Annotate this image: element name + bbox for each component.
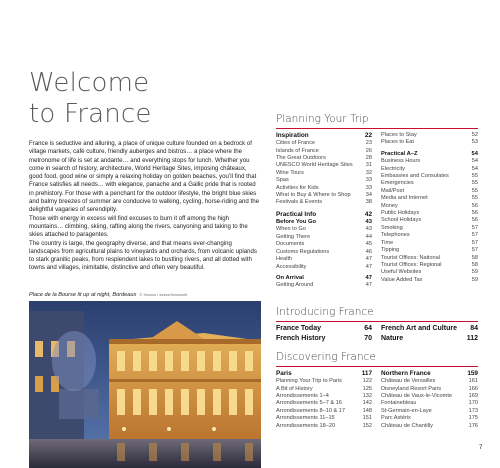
toc-entry-page: 56 bbox=[471, 202, 478, 209]
toc-entry[interactable] bbox=[276, 177, 372, 184]
toc-entry-page: 32 bbox=[365, 169, 372, 176]
toc-entry[interactable] bbox=[381, 232, 478, 239]
toc-entry-label: Useful Websites bbox=[381, 269, 422, 276]
toc-entry[interactable] bbox=[381, 158, 478, 165]
toc-column-planning-2 bbox=[381, 132, 478, 284]
toc-entry-page: 175 bbox=[468, 415, 478, 422]
toc-entry-label: The Great Outdoors bbox=[276, 155, 326, 162]
toc-entry-label: Arrondissements 8–10 & 17 bbox=[276, 407, 346, 414]
toc-entry-page: 47 bbox=[365, 256, 372, 263]
toc-entry-page: 53 bbox=[471, 139, 478, 146]
toc-entry-page: 170 bbox=[468, 400, 478, 407]
toc-entry-label: Tourist Offices: National bbox=[381, 254, 440, 261]
toc-entry-page: 58 bbox=[471, 261, 478, 268]
section-rule bbox=[276, 366, 478, 367]
toc-entry-page: 47 bbox=[365, 263, 372, 270]
toc-entry-label: Spas bbox=[276, 177, 289, 184]
toc-entry-page: 22 bbox=[364, 132, 372, 139]
toc-entry[interactable] bbox=[381, 247, 478, 254]
toc-entry[interactable] bbox=[381, 151, 478, 158]
toc-entry[interactable] bbox=[381, 180, 478, 187]
toc-entry-page: 148 bbox=[362, 407, 372, 414]
title-line-2: to France bbox=[29, 99, 152, 129]
toc-entry-page: 112 bbox=[466, 335, 478, 342]
toc-entry[interactable] bbox=[381, 423, 478, 430]
toc-entry-page: 159 bbox=[467, 370, 478, 377]
toc-entry-label: Telephones bbox=[381, 232, 410, 239]
toc-entry[interactable] bbox=[276, 234, 372, 241]
toc-entry-page: 28 bbox=[365, 155, 372, 162]
toc-entry-label: On Arrival bbox=[276, 274, 304, 281]
intro-paragraph: Those with energy in excess will find excuses to burn it off among the high mountains… climbing, skiing, rafting along the rivers, canyoning and taking to the skies attached to paragentes. bbox=[29, 214, 248, 239]
toc-entry-label: Business Hours bbox=[381, 158, 421, 165]
toc-entry-page: 161 bbox=[468, 378, 478, 385]
toc-entry-page: 54 bbox=[471, 165, 478, 172]
toc-entry-label: Disneyland Resort Paris bbox=[381, 385, 442, 392]
toc-entry[interactable] bbox=[381, 334, 478, 344]
toc-entry-label: Mail/Post bbox=[381, 187, 405, 194]
toc-entry[interactable] bbox=[381, 210, 478, 217]
toc-entry[interactable] bbox=[381, 393, 478, 400]
section-heading-introducing: Introducing France bbox=[276, 306, 374, 318]
toc-entry-label: Tourist Offices: Regional bbox=[381, 261, 442, 268]
toc-entry-label: Practical A–Z bbox=[381, 150, 418, 157]
toc-entry-label: Nature bbox=[381, 335, 404, 342]
toc-entry-page: 33 bbox=[365, 184, 372, 191]
toc-entry-label: Emergencies bbox=[381, 180, 414, 187]
toc-entry-label: Arrondissements 5–7 & 16 bbox=[276, 400, 342, 407]
toc-entry-label: Château de Vaux-le-Vicomte bbox=[381, 393, 452, 400]
toc-entry-label: Time bbox=[381, 239, 394, 246]
toc-entry[interactable] bbox=[381, 139, 478, 146]
toc-entry-page: 55 bbox=[471, 173, 478, 180]
toc-entry[interactable] bbox=[276, 256, 372, 263]
toc-entry-page: 166 bbox=[468, 385, 478, 392]
toc-entry-label: Practical Info bbox=[276, 210, 317, 218]
toc-entry-label: Public Holidays bbox=[381, 210, 420, 217]
toc-entry-page: 64 bbox=[364, 325, 372, 332]
toc-entry-label: Islands of France bbox=[276, 147, 319, 154]
toc-entry[interactable] bbox=[381, 217, 478, 224]
toc-entry[interactable] bbox=[276, 241, 372, 248]
toc-entry-label: St-Germain-en-Laye bbox=[381, 407, 432, 414]
page-title bbox=[29, 68, 152, 130]
toc-entry-page: 31 bbox=[365, 162, 372, 169]
toc-entry[interactable] bbox=[276, 199, 372, 206]
toc-entry-page: 55 bbox=[471, 180, 478, 187]
toc-entry-page: 55 bbox=[471, 187, 478, 194]
toc-entry[interactable] bbox=[381, 262, 478, 269]
toc-entry-label: Smoking bbox=[381, 224, 403, 231]
toc-entry-page: 46 bbox=[365, 248, 372, 255]
toc-entry-page: 47 bbox=[365, 274, 372, 281]
toc-entry-page: 42 bbox=[364, 210, 372, 218]
toc-entry-page: 132 bbox=[362, 393, 372, 400]
toc-entry-label: Festivals & Events bbox=[276, 199, 323, 206]
toc-entry-label: Arrondissements 11–15 bbox=[276, 415, 335, 422]
toc-entry[interactable] bbox=[276, 162, 372, 169]
title-line-1: Welcome bbox=[29, 68, 150, 98]
toc-entry[interactable] bbox=[276, 140, 372, 147]
toc-entry[interactable] bbox=[381, 277, 478, 284]
toc-entry-page: 151 bbox=[362, 415, 372, 422]
toc-column-introducing-1 bbox=[276, 324, 372, 344]
toc-entry[interactable] bbox=[381, 255, 478, 262]
toc-entry-label: Getting There bbox=[276, 233, 311, 240]
toc-entry-page: 54 bbox=[471, 158, 478, 165]
section-rule bbox=[276, 321, 478, 322]
toc-entry-page: 176 bbox=[468, 422, 478, 429]
toc-entry-label: Fontainebleau bbox=[381, 400, 417, 407]
toc-entry-page: 59 bbox=[471, 276, 478, 283]
toc-entry[interactable] bbox=[276, 226, 372, 233]
toc-entry-page: 38 bbox=[365, 199, 372, 206]
toc-entry-label: Activities for Kids bbox=[276, 184, 319, 191]
toc-entry-label: Documents bbox=[276, 241, 305, 248]
toc-entry[interactable] bbox=[276, 415, 372, 422]
toc-entry-label: Getting Around bbox=[276, 282, 314, 289]
toc-entry[interactable] bbox=[381, 132, 478, 139]
toc-entry-label: Value Added Tax bbox=[381, 276, 423, 283]
toc-entry-page: 33 bbox=[365, 177, 372, 184]
caption-text: Place de la Bourse lit up at night, Bordeaux bbox=[29, 292, 137, 298]
toc-entry[interactable] bbox=[276, 324, 372, 334]
toc-entry-label: Media and Internet bbox=[381, 195, 428, 202]
toc-entry-page: 54 bbox=[471, 150, 478, 157]
toc-entry-label: School Holidays bbox=[381, 217, 422, 224]
toc-entry[interactable] bbox=[276, 249, 372, 256]
section-rule bbox=[276, 128, 478, 129]
toc-entry[interactable] bbox=[276, 378, 372, 385]
toc-entry-label: Parc Astérix bbox=[381, 415, 411, 422]
toc-entry-page: 45 bbox=[365, 241, 372, 248]
toc-entry[interactable] bbox=[276, 408, 372, 415]
toc-entry-label: Health bbox=[276, 256, 293, 263]
toc-entry[interactable] bbox=[276, 282, 372, 289]
toc-entry-label: France Today bbox=[276, 325, 321, 332]
toc-column-introducing-2 bbox=[381, 324, 478, 344]
toc-entry-page: 43 bbox=[365, 226, 372, 233]
toc-entry-label: Money bbox=[381, 202, 398, 209]
toc-entry-label: Embassies and Consulates bbox=[381, 173, 449, 180]
toc-entry-label: Château de Chantilly bbox=[381, 422, 433, 429]
toc-entry[interactable] bbox=[381, 415, 478, 422]
toc-entry[interactable] bbox=[381, 173, 478, 180]
toc-entry[interactable] bbox=[276, 170, 372, 177]
toc-entry[interactable] bbox=[276, 219, 372, 226]
toc-entry-label: A Bit of History bbox=[276, 385, 313, 392]
toc-entry[interactable] bbox=[381, 324, 478, 334]
bordeaux-photo bbox=[29, 301, 261, 468]
toc-entry-page: 117 bbox=[361, 370, 372, 377]
intro-text bbox=[29, 140, 261, 273]
toc-entry-page: 125 bbox=[362, 385, 372, 392]
toc-entry[interactable] bbox=[381, 378, 478, 385]
toc-entry[interactable] bbox=[381, 400, 478, 407]
toc-entry-page: 142 bbox=[362, 400, 372, 407]
toc-entry[interactable] bbox=[276, 192, 372, 199]
toc-entry-label: French Art and Culture bbox=[381, 325, 457, 332]
toc-entry-page: 57 bbox=[471, 224, 478, 231]
toc-entry-page: 47 bbox=[365, 282, 372, 289]
toc-entry-page: 58 bbox=[471, 254, 478, 261]
toc-entry-page: 55 bbox=[471, 195, 478, 202]
toc-entry-label: Château de Versailles bbox=[381, 378, 436, 385]
toc-entry[interactable] bbox=[381, 203, 478, 210]
toc-entry-page: 152 bbox=[362, 422, 372, 429]
toc-section-entry[interactable] bbox=[276, 211, 372, 219]
toc-entry[interactable] bbox=[381, 225, 478, 232]
toc-entry-label: Customs Regulations bbox=[276, 248, 330, 255]
toc-entry[interactable] bbox=[276, 423, 372, 430]
toc-section-entry[interactable] bbox=[276, 370, 372, 378]
toc-entry[interactable] bbox=[276, 334, 372, 344]
toc-entry-page: 23 bbox=[365, 140, 372, 147]
toc-entry-page: 34 bbox=[365, 192, 372, 199]
toc-section-entry[interactable] bbox=[381, 370, 478, 378]
toc-entry[interactable] bbox=[381, 386, 478, 393]
toc-entry-page: 44 bbox=[365, 233, 372, 240]
toc-entry-page: 173 bbox=[468, 407, 478, 414]
section-heading-discovering: Discovering France bbox=[276, 351, 376, 363]
toc-entry-page: 122 bbox=[362, 378, 372, 385]
toc-entry-page: 52 bbox=[471, 132, 478, 138]
toc-entry-label: Cities of France bbox=[276, 140, 316, 147]
toc-entry[interactable] bbox=[276, 148, 372, 155]
place-de-la-bourse-illustration bbox=[29, 301, 261, 468]
photo-credit: © Xxxxxx / xxxxx/Xxxxxxxh bbox=[139, 292, 188, 297]
toc-entry[interactable] bbox=[276, 386, 372, 393]
toc-entry-label: Paris bbox=[276, 370, 292, 377]
toc-entry-page: 56 bbox=[471, 217, 478, 224]
toc-entry[interactable] bbox=[381, 166, 478, 173]
toc-entry-label: Before You Go bbox=[276, 219, 317, 226]
toc-entry-label: Planning Your Trip to Paris bbox=[276, 378, 342, 385]
toc-entry-page: 70 bbox=[364, 335, 372, 342]
toc-entry[interactable] bbox=[276, 155, 372, 162]
toc-column-discovering-2 bbox=[381, 370, 478, 430]
toc-entry[interactable] bbox=[276, 275, 372, 282]
toc-entry-page: 56 bbox=[471, 210, 478, 217]
toc-entry[interactable] bbox=[381, 240, 478, 247]
toc-column-planning-1 bbox=[276, 132, 372, 290]
toc-entry-page: 43 bbox=[365, 219, 372, 226]
toc-entry-label: French History bbox=[276, 335, 326, 342]
toc-entry[interactable] bbox=[381, 195, 478, 202]
toc-entry-label: Electricity bbox=[381, 165, 405, 172]
toc-entry-page: 26 bbox=[365, 147, 372, 154]
toc-entry[interactable] bbox=[381, 188, 478, 195]
toc-entry-label: Wine Tours bbox=[276, 169, 304, 176]
toc-entry[interactable] bbox=[276, 400, 372, 407]
toc-entry[interactable] bbox=[276, 185, 372, 192]
toc-entry-label: Arrondissements 18–20 bbox=[276, 422, 336, 429]
toc-entry-label: Arrondissements 1–4 bbox=[276, 393, 329, 400]
toc-entry-page: 57 bbox=[471, 239, 478, 246]
toc-entry[interactable] bbox=[381, 408, 478, 415]
toc-column-discovering-1 bbox=[276, 370, 372, 430]
toc-entry-label: Places to Stay bbox=[381, 132, 417, 138]
toc-entry-page: 84 bbox=[470, 325, 478, 332]
toc-entry-page: 57 bbox=[471, 247, 478, 254]
intro-paragraph: France is seductive and alluring, a place of unique culture founded on a bedrock of village markets, café culture, friendly auberges and bistros… a place where the metronome of life is set at andante… and everything stops for lunch. Whether you come in search of history, architecture, World Heritage Sites, imposing châteaux, good food, good wine or simply a relaxing holiday on golden beaches, you’ll find that France satisfies all needs… with elegance, panache and a Gallic pride that is rooted in prehistory. For those with a penchant for the outdoor lifestyle, the bright blue skies and balmy breezes of summer are conducive to walking, cycling, horse-riding and the delightful vagaries of serendipity. bbox=[29, 140, 259, 214]
toc-entry-label: Places to Eat bbox=[381, 139, 414, 146]
toc-entry-label: Accessibility bbox=[276, 263, 307, 270]
toc-entry[interactable] bbox=[381, 269, 478, 276]
toc-entry[interactable] bbox=[276, 264, 372, 271]
toc-entry-label: Northern France bbox=[381, 370, 431, 377]
intro-paragraph: The country is large, the geography diverse, and that means ever-changing landscapes from agricultural plains to vineyards and orchards, from volcanic uplands to stark granitic peaks, from resplendent lakes to bustling rivers, and all dotted with towns and villages, inimitable, distinctive and often very beautiful. bbox=[29, 239, 257, 272]
toc-entry-label: UNESCO World Heritage Sites bbox=[276, 162, 353, 169]
toc-entry-label: Inspiration bbox=[276, 132, 309, 139]
toc-entry-page: 169 bbox=[468, 393, 478, 400]
toc-entry-label: What to Buy & Where to Shop bbox=[276, 192, 351, 199]
toc-entry-page: 59 bbox=[471, 269, 478, 276]
toc-entry-label: When to Go bbox=[276, 226, 306, 233]
toc-entry[interactable] bbox=[276, 393, 372, 400]
toc-section-entry[interactable] bbox=[276, 132, 372, 140]
toc-entry-page: 57 bbox=[471, 232, 478, 239]
photo-caption bbox=[29, 292, 187, 298]
toc-entry-label: Tipping bbox=[381, 247, 400, 254]
section-heading-planning: Planning Your Trip bbox=[276, 113, 369, 125]
page-number: 7 bbox=[479, 445, 483, 451]
